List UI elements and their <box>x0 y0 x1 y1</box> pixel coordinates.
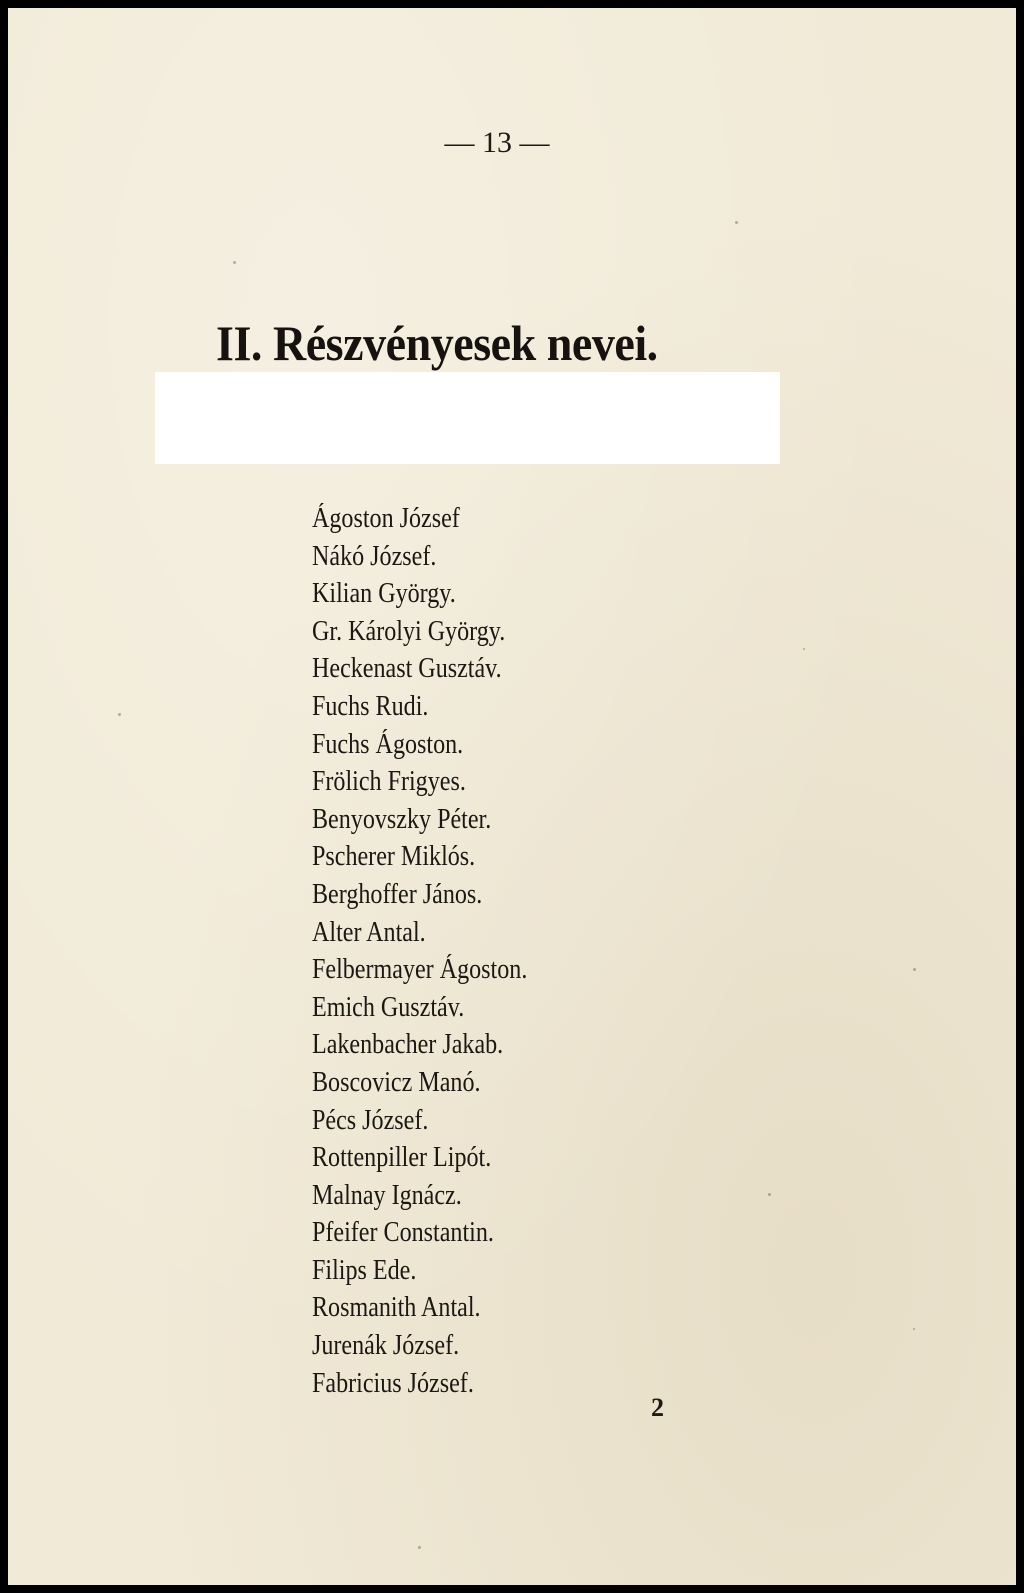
page-number: — 13 — <box>444 126 550 159</box>
shareholder-list <box>312 500 562 1402</box>
list-item: Rottenpiller Lipót. <box>312 1142 492 1174</box>
list-item: Pscherer Miklós. <box>312 841 476 873</box>
list-item: Felbermayer Ágoston. <box>312 954 528 986</box>
paper-speck <box>913 968 916 971</box>
list-item: Boscovicz Manó. <box>312 1066 481 1098</box>
list-item: Nákó József. <box>312 540 437 572</box>
paper-speck <box>233 261 236 264</box>
list-item: Pécs József. <box>312 1104 429 1136</box>
paper-speck <box>735 221 738 224</box>
list-item: Gr. Károlyi György. <box>312 615 506 647</box>
list-item: Kilian György. <box>312 578 456 610</box>
document-page <box>8 8 1016 1585</box>
redaction-block <box>155 372 780 464</box>
paper-speck <box>913 1328 915 1330</box>
section-title: II. Részvényesek nevei. <box>216 315 658 371</box>
list-item: Heckenast Gusztáv. <box>312 653 502 685</box>
list-item: Filips Ede. <box>312 1254 417 1286</box>
list-item: Benyovszky Péter. <box>312 803 492 835</box>
list-item: Frölich Frigyes. <box>312 766 466 798</box>
paper-speck <box>803 648 805 650</box>
list-item: Emich Gusztáv. <box>312 991 465 1023</box>
list-item: Fuchs Ágoston. <box>312 728 464 760</box>
list-item: Fuchs Rudi. <box>312 690 429 722</box>
list-item: Fabricius József. <box>312 1367 474 1399</box>
signature-mark: 2 <box>651 1393 664 1422</box>
list-item: Berghoffer János. <box>312 878 483 910</box>
list-item: Rosmanith Antal. <box>312 1292 481 1324</box>
paper-speck <box>768 1193 771 1196</box>
list-item: Jurenák József. <box>312 1330 460 1362</box>
paper-speck <box>418 1546 421 1549</box>
list-item: Alter Antal. <box>312 916 426 948</box>
list-item: Ágoston József <box>312 503 460 534</box>
list-item: Malnay Ignácz. <box>312 1179 462 1211</box>
list-item: Pfeifer Constantin. <box>312 1217 494 1249</box>
list-item: Lakenbacher Jakab. <box>312 1029 504 1061</box>
paper-speck <box>118 713 121 716</box>
